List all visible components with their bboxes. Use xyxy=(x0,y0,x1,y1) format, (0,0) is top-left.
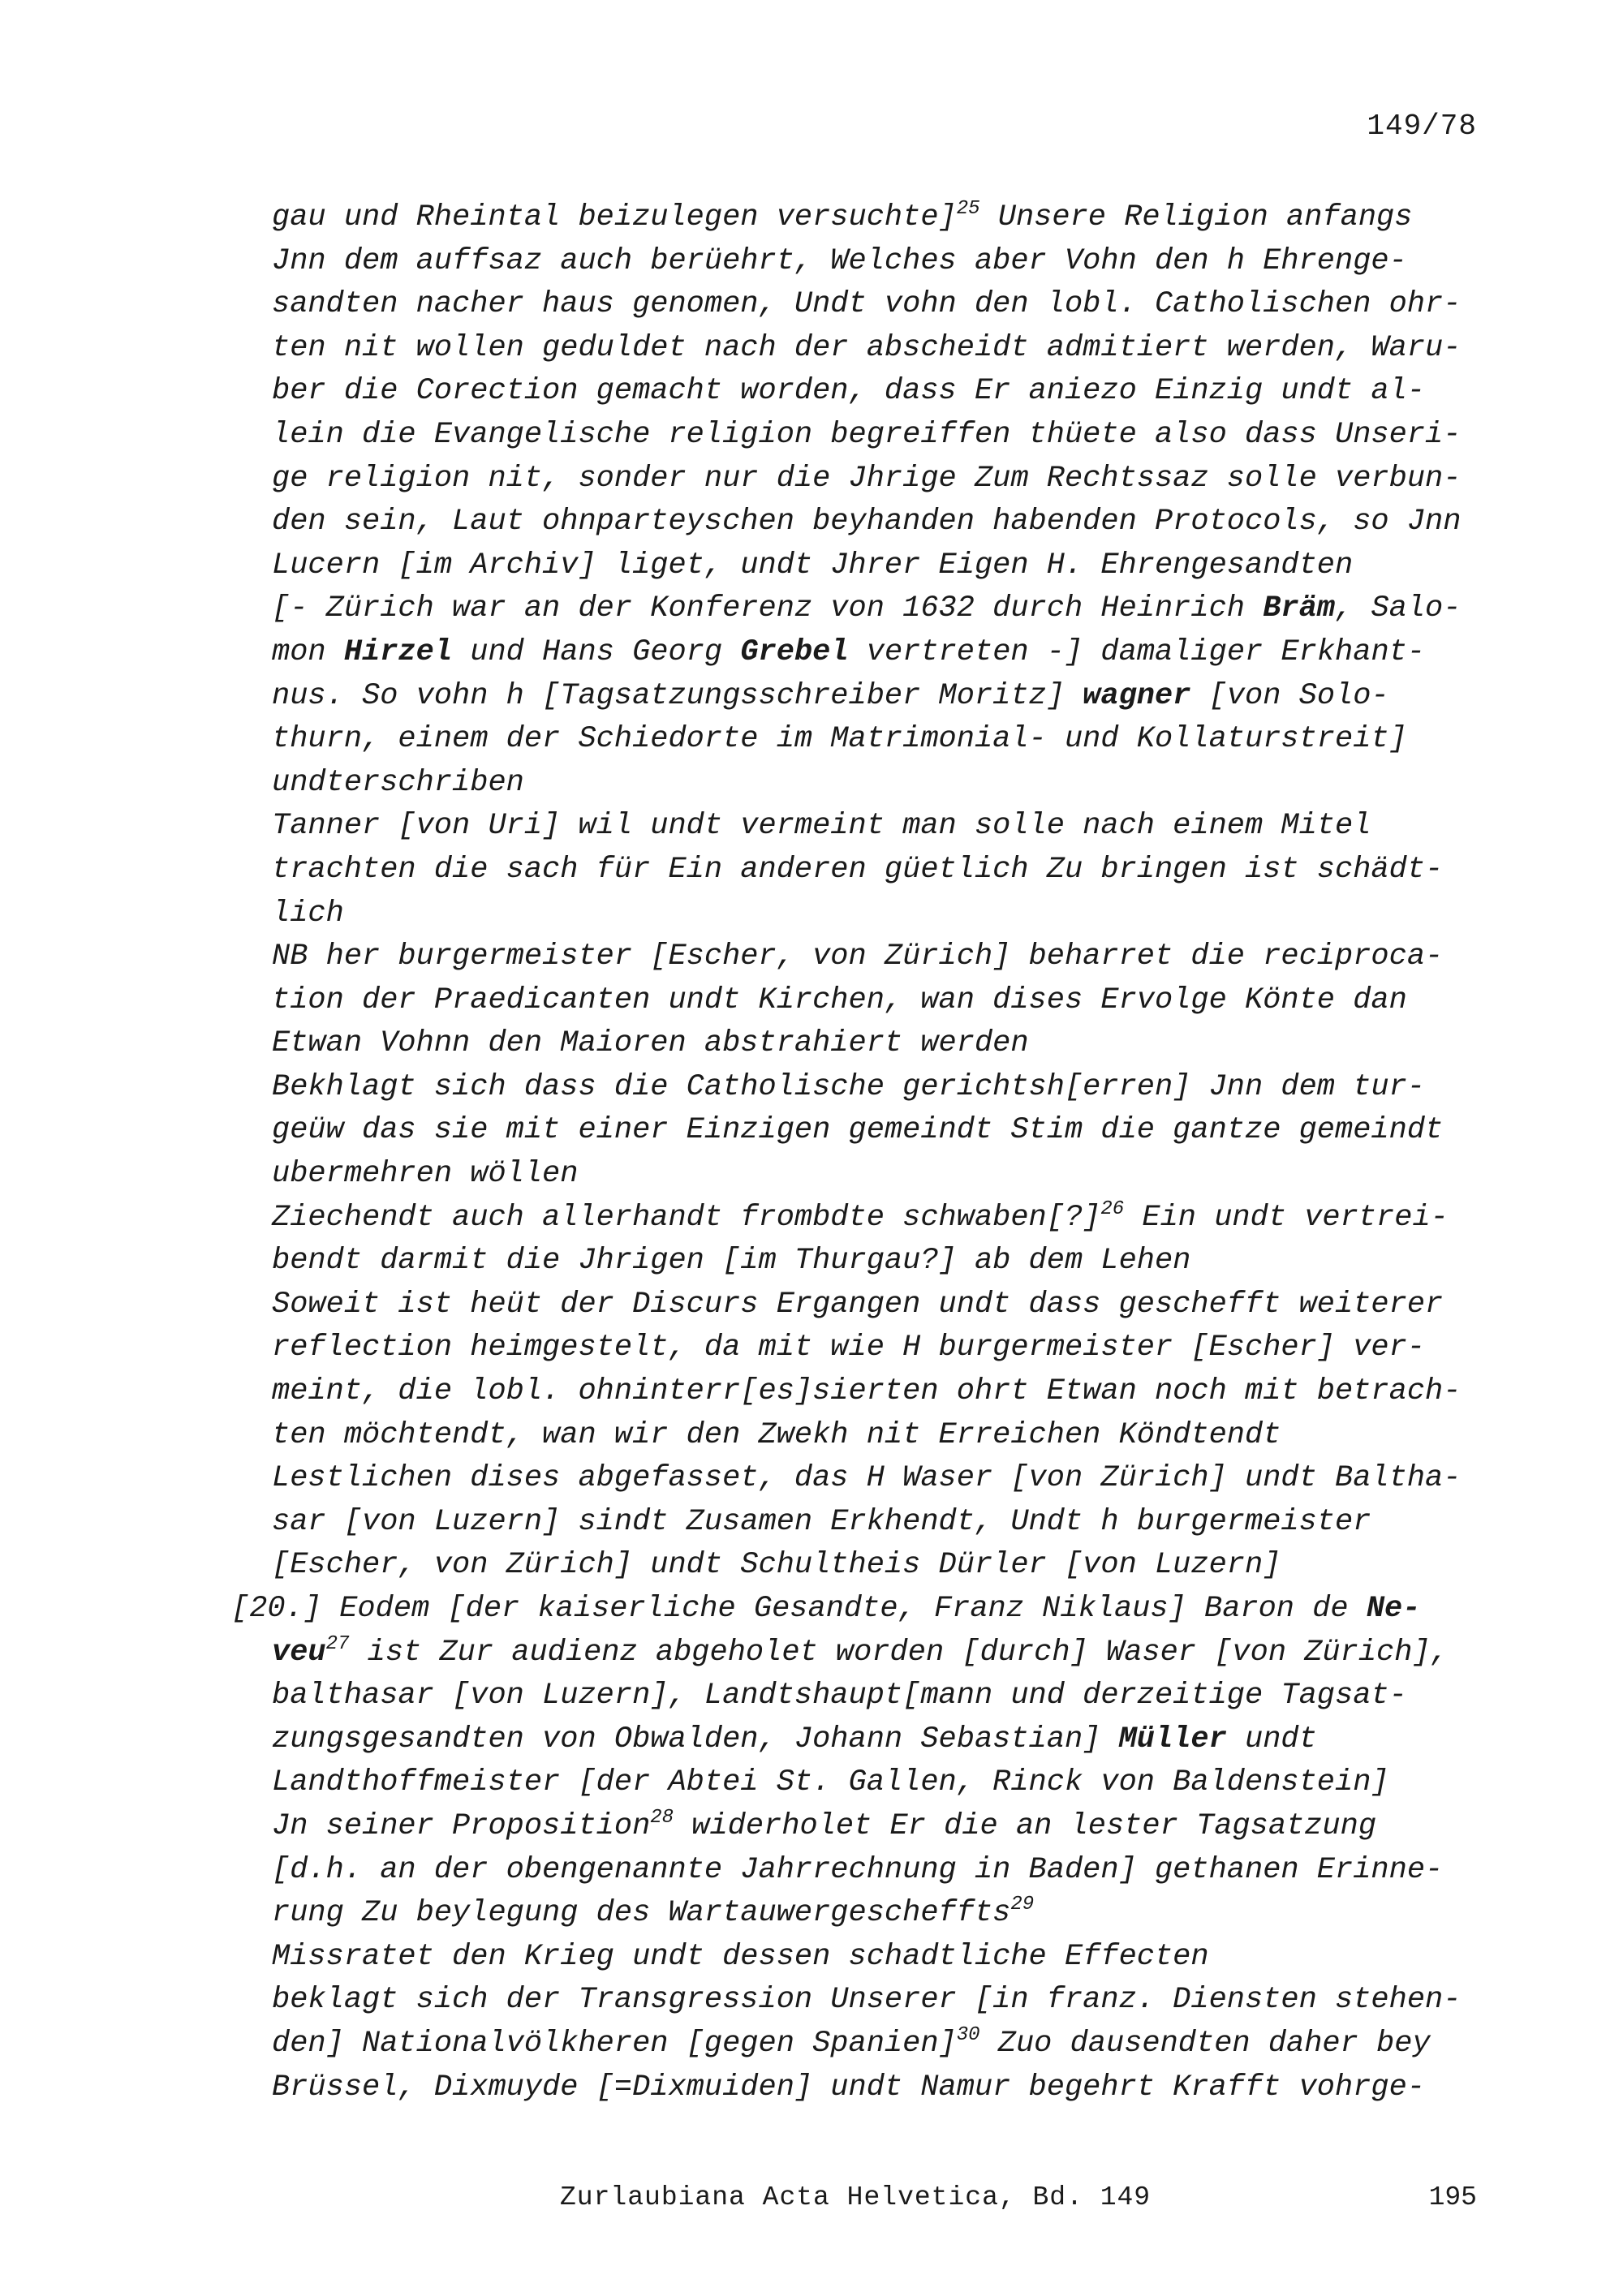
footnote-marker: 30 xyxy=(956,2023,980,2046)
text-segment: Brüssel, Dixmuyde [=Dixmuiden] undt Namur begehrt Krafft vohrge- xyxy=(272,2070,1426,2105)
text-line xyxy=(272,240,1489,284)
text-line xyxy=(272,1675,1489,1718)
text-line xyxy=(231,1588,1489,1632)
name-emphasis: Ne- xyxy=(1366,1592,1421,1626)
text-segment: balthasar [von Luzern], Landtshaupt[mann und derzeitige Tagsat- xyxy=(272,1679,1407,1713)
text-line xyxy=(272,501,1489,544)
text-segment: Unsere Religion anfangs xyxy=(979,200,1413,234)
name-emphasis: Grebel xyxy=(740,634,849,669)
text-segment: tion der Praedicanten undt Kirchen, wan dises Ervolge Könte dan xyxy=(272,982,1407,1017)
text-line xyxy=(272,762,1489,806)
text-line xyxy=(272,414,1489,458)
text-segment: gau und Rheintal beizulegen versuchte] xyxy=(272,200,957,234)
name-emphasis: veu xyxy=(272,1635,326,1670)
text-segment: Jn seiner Proposition xyxy=(272,1808,651,1843)
text-segment: lich xyxy=(272,896,344,931)
text-line xyxy=(272,1936,1489,1980)
text-line xyxy=(272,327,1489,371)
text-line xyxy=(272,1109,1489,1153)
text-segment: thurn, einem der Schiedorte im Matrimonial- und Kollaturstreit] xyxy=(272,722,1407,757)
text-line xyxy=(272,1283,1489,1327)
text-segment: undterschriben xyxy=(272,765,524,800)
text-line xyxy=(272,631,1489,675)
text-segment: ten möchtendt, wan wir den Zwekh nit Erreichen Köndtendt xyxy=(272,1417,1281,1452)
footnote-marker: 28 xyxy=(650,1806,674,1829)
transcription-body xyxy=(231,196,1489,2109)
text-line xyxy=(272,1761,1489,1805)
text-segment: [20.] Eodem [der kaiserliche Gesandte, Franz Niklaus] Baron de xyxy=(231,1592,1367,1626)
text-line xyxy=(272,1805,1489,1849)
text-line xyxy=(272,979,1489,1023)
text-line xyxy=(272,283,1489,327)
text-line xyxy=(272,1979,1489,2023)
text-line xyxy=(272,849,1489,892)
text-segment: Landthoffmeister [der Abtei St. Gallen, Rinck von Baldenstein] xyxy=(272,1765,1389,1800)
text-segment: ber die Corection gemacht worden, dass Er aniezo Einzig undt al- xyxy=(272,374,1426,409)
text-segment: Tanner [von Uri] wil undt vermeint man solle nach einem Mitel xyxy=(272,809,1371,844)
text-line xyxy=(272,892,1489,936)
text-segment: mon xyxy=(272,634,344,669)
text-segment: rung Zu beylegung des Wartauwergescheffts xyxy=(272,1896,1011,1931)
text-segment: widerholet Er die an lester Tagsatzung xyxy=(674,1808,1377,1843)
text-segment: zungsgesandten von Obwalden, Johann Sebastian] xyxy=(272,1722,1119,1756)
text-segment: NB her burgermeister [Escher, von Zürich] beharret die reciproca- xyxy=(272,939,1444,974)
text-segment: meint, die lobl. ohninterr[es]sierten ohrt Etwan noch mit betrach- xyxy=(272,1374,1462,1409)
text-line xyxy=(272,1457,1489,1501)
text-line xyxy=(272,1022,1489,1066)
footnote-marker: 27 xyxy=(325,1632,350,1655)
text-line xyxy=(272,458,1489,501)
text-line xyxy=(272,2066,1489,2110)
text-line xyxy=(272,370,1489,414)
text-line xyxy=(272,1632,1489,1675)
text-segment: nus. So vohn h [Tagsatzungsschreiber Moritz] xyxy=(272,678,1083,713)
footnote-marker: 29 xyxy=(1010,1894,1035,1916)
text-line xyxy=(272,196,1489,240)
text-line xyxy=(272,1501,1489,1545)
text-segment: vertreten -] damaliger Erkhant- xyxy=(848,634,1426,669)
footer-page-number: 195 xyxy=(1428,2182,1477,2212)
text-line xyxy=(272,1153,1489,1197)
text-segment: ubermehren wöllen xyxy=(272,1157,579,1192)
text-segment: Jnn dem auffsaz auch berüehrt, Welches aber Vohn den h Ehrenge- xyxy=(272,243,1407,278)
footer-publication-title: Zurlaubiana Acta Helvetica, Bd. 149 xyxy=(560,2182,1152,2212)
text-segment: Lucern [im Archiv] liget, undt Jhrer Eigen H. Ehrengesandten xyxy=(272,548,1354,583)
name-emphasis: wagner xyxy=(1083,678,1191,713)
text-line xyxy=(272,805,1489,849)
name-emphasis: Müller xyxy=(1118,1722,1227,1756)
name-emphasis: Bräm xyxy=(1263,591,1336,626)
text-line xyxy=(272,1414,1489,1458)
text-segment: ten nit wollen geduldet nach der abscheidt admitiert werden, Waru- xyxy=(272,330,1462,365)
text-segment: Soweit ist heüt der Discurs Ergangen undt dass geschefft weiterer xyxy=(272,1287,1444,1322)
text-segment: Bekhlagt sich dass die Catholische gerichtsh[erren] Jnn dem tur- xyxy=(272,1069,1426,1104)
text-segment: Ein undt vertrei- xyxy=(1124,1200,1449,1235)
text-segment: geüw das sie mit einer Einzigen gemeindt Stim die gantze gemeindt xyxy=(272,1113,1444,1148)
text-line xyxy=(272,718,1489,762)
text-line xyxy=(272,1370,1489,1414)
page-reference: 149/78 xyxy=(1367,110,1477,143)
text-line xyxy=(272,1544,1489,1588)
text-line xyxy=(272,1197,1489,1240)
text-segment: ge religion nit, sonder nur die Jhrige Zum Rechtssaz solle verbun- xyxy=(272,461,1462,496)
text-line xyxy=(272,1718,1489,1762)
text-line xyxy=(272,1066,1489,1110)
text-segment: bendt darmit die Jhrigen [im Thurgau?] ab dem Lehen xyxy=(272,1244,1191,1279)
text-line xyxy=(272,1849,1489,1893)
text-segment: [- Zürich war an der Konferenz von 1632 durch Heinrich xyxy=(272,591,1264,626)
text-segment: den] Nationalvölkheren [gegen Spanien] xyxy=(272,2026,957,2061)
text-segment: und Hans Georg xyxy=(452,634,741,669)
name-emphasis: Hirzel xyxy=(343,634,453,669)
footnote-marker: 26 xyxy=(1100,1197,1125,1220)
text-segment: sar [von Luzern] sindt Zusamen Erkhendt, Undt h burgermeister xyxy=(272,1504,1371,1539)
text-line xyxy=(272,1892,1489,1936)
text-line xyxy=(272,544,1489,588)
text-segment: ist Zur audienz abgeholet worden [durch] Waser [von Zürich], xyxy=(349,1635,1449,1670)
text-segment: Missratet den Krieg undt dessen schadtliche Effecten xyxy=(272,1939,1209,1974)
text-segment: , Salo- xyxy=(1335,591,1462,626)
text-segment: beklagt sich der Transgression Unserer [in franz. Diensten stehen- xyxy=(272,1983,1462,2018)
text-line xyxy=(272,1240,1489,1283)
text-segment: Ziechendt auch allerhandt frombdte schwaben[?] xyxy=(272,1200,1101,1235)
text-segment: undt xyxy=(1226,1722,1317,1756)
text-segment: reflection heimgestelt, da mit wie H burgermeister [Escher] ver- xyxy=(272,1331,1426,1365)
footnote-marker: 25 xyxy=(956,198,980,220)
text-line xyxy=(272,2023,1489,2066)
text-segment: den sein, Laut ohnparteyschen beyhanden habenden Protocols, so Jnn xyxy=(272,505,1462,540)
text-segment: [von Solo- xyxy=(1190,678,1389,713)
text-segment: [Escher, von Zürich] undt Schultheis Dürler [von Luzern] xyxy=(272,1548,1281,1583)
text-segment: [d.h. an der obengenannte Jahrrechnung in Baden] gethanen Erinne- xyxy=(272,1852,1444,1887)
text-line xyxy=(272,675,1489,719)
text-line xyxy=(272,587,1489,631)
text-segment: Zuo dausendten daher bey xyxy=(979,2026,1431,2061)
text-line xyxy=(272,1326,1489,1370)
text-segment: Lestlichen dises abgefasset, das H Waser [von Zürich] undt Baltha- xyxy=(272,1461,1462,1496)
text-segment: Etwan Vohnn den Maioren abstrahiert werden xyxy=(272,1026,1029,1061)
text-segment: sandten nacher haus genomen, Undt vohn den lobl. Catholischen ohr- xyxy=(272,287,1462,322)
text-line xyxy=(272,935,1489,979)
text-segment: lein die Evangelische religion begreiffen thüete also dass Unseri- xyxy=(272,417,1462,452)
text-segment: trachten die sach für Ein anderen güetlich Zu bringen ist schädt- xyxy=(272,852,1444,887)
